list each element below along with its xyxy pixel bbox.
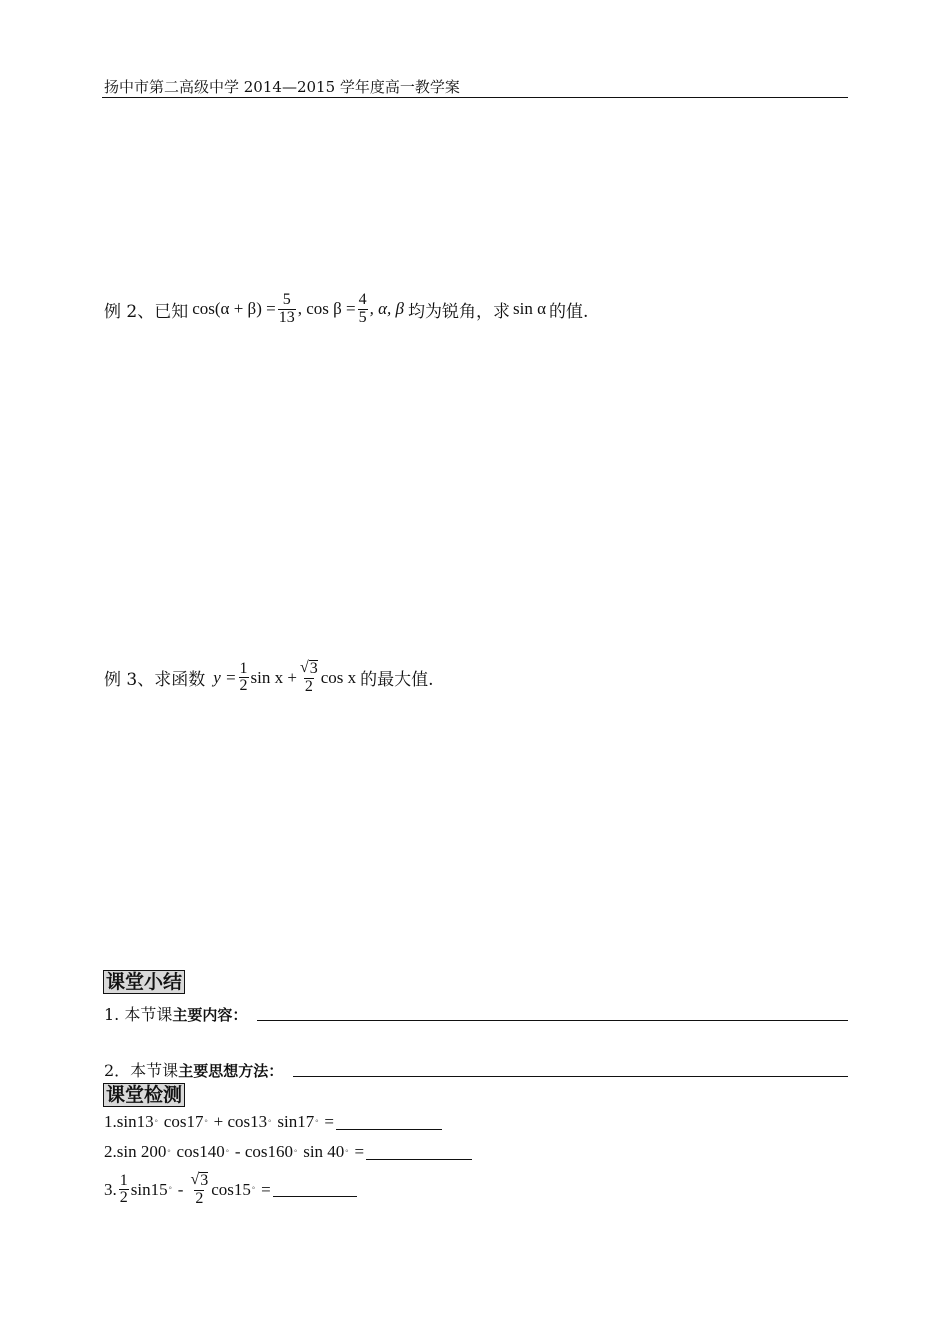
degree-mark: °: [225, 1147, 229, 1157]
example-2: [104, 292, 588, 327]
degree-mark: °: [168, 1185, 172, 1195]
check-heading: 课堂检测: [103, 1083, 185, 1107]
equals-sign: =: [354, 1142, 365, 1161]
cos-x-term: cos x: [320, 667, 357, 687]
degree-mark: °: [345, 1147, 349, 1157]
minus-sign: -: [177, 1179, 184, 1199]
question-number: 3.: [104, 1179, 117, 1199]
example-2-text: 均为锐角，求: [408, 301, 510, 322]
degree-mark: °: [315, 1117, 319, 1127]
fraction-denominator: 2: [239, 677, 248, 695]
equals-sign: =: [324, 1112, 335, 1131]
question-number: 1.: [104, 1112, 117, 1131]
q3-answer-blank[interactable]: [273, 1182, 357, 1197]
fraction-1-2: [119, 1173, 129, 1208]
q2-term-3: - cos160: [234, 1142, 293, 1161]
q3-term-1: sin15: [130, 1179, 168, 1199]
fraction-denominator: 2: [304, 677, 313, 695]
check-question-3: [104, 1172, 357, 1208]
q1-term-2: cos17: [163, 1112, 204, 1131]
fraction-denominator: 2: [119, 1189, 128, 1207]
q2-term-2: cos140: [176, 1142, 225, 1161]
summary-item-2: [104, 1058, 848, 1081]
fraction-1-2: [239, 661, 249, 696]
cos-alpha-plus-beta: cos(α + β) =: [192, 299, 276, 319]
degree-mark: °: [167, 1147, 171, 1157]
fraction-sqrt3-2: [189, 1172, 209, 1208]
q1-term-4: sin17: [277, 1112, 315, 1131]
example-3: [104, 660, 434, 696]
header-divider: [102, 97, 848, 98]
check-question-1: [104, 1112, 442, 1132]
cos-beta: , cos β =: [297, 299, 356, 319]
fraction-denominator: 5: [358, 308, 367, 326]
equals-sign: =: [261, 1179, 271, 1199]
fraction-numerator: 5: [282, 291, 291, 308]
summary-item-1-label: 主要内容：: [172, 1006, 248, 1024]
radicand: 3: [309, 660, 318, 677]
alpha-beta-vars: , α, β: [369, 299, 404, 319]
summary-item-2-blank[interactable]: [293, 1075, 848, 1077]
q2-term-4: sin 40: [303, 1142, 345, 1161]
check-question-2: [104, 1142, 472, 1162]
sin-alpha: sin α: [513, 299, 546, 319]
q3-term-2: cos15: [211, 1179, 251, 1199]
degree-mark: °: [154, 1117, 158, 1127]
fraction-numerator: 1: [239, 659, 248, 677]
fraction-sqrt3-2: [299, 660, 319, 696]
example-3-label: 例 3、求函数: [104, 670, 206, 691]
summary-item-2-label: 主要思想方法：: [178, 1062, 284, 1080]
y-equals: y =: [213, 667, 237, 687]
degree-mark: °: [251, 1185, 256, 1195]
example-2-label: 例 2、已知: [104, 301, 189, 322]
summary-item-1-prefix: 1. 本节课: [104, 1005, 173, 1024]
summary-heading: 课堂小结: [103, 970, 185, 994]
radicand: 3: [200, 1172, 209, 1189]
sin-x-term: sin x +: [250, 667, 297, 687]
fraction-numerator: 4: [358, 291, 367, 308]
degree-mark: °: [268, 1117, 272, 1127]
q2-answer-blank[interactable]: [366, 1145, 472, 1160]
fraction-numerator: 1: [119, 1171, 128, 1189]
example-2-text-end: 的值.: [549, 301, 589, 322]
degree-mark: °: [294, 1147, 298, 1157]
question-number: 2.: [104, 1142, 117, 1161]
q2-term-1: sin 200: [116, 1142, 167, 1161]
summary-item-2-prefix: 2．本节课: [104, 1061, 179, 1080]
q1-term-1: sin13: [116, 1112, 154, 1131]
q1-term-3: + cos13: [213, 1112, 268, 1131]
sqrt-3: √ 3: [190, 1171, 209, 1189]
q1-answer-blank[interactable]: [336, 1115, 442, 1130]
fraction-denominator: 2: [195, 1189, 204, 1207]
fraction-5-13: [278, 292, 296, 327]
fraction-denominator: 13: [278, 308, 295, 326]
degree-mark: °: [204, 1117, 208, 1127]
fraction-4-5: [358, 292, 368, 327]
sqrt-3: √ 3: [299, 659, 318, 677]
summary-item-1-blank[interactable]: [257, 1019, 848, 1021]
example-3-text-end: 的最大值.: [360, 670, 434, 691]
page-header-title: 扬中市第二高级中学 2014—2015 学年度高一教学案: [104, 78, 460, 96]
summary-item-1: [104, 1002, 848, 1025]
